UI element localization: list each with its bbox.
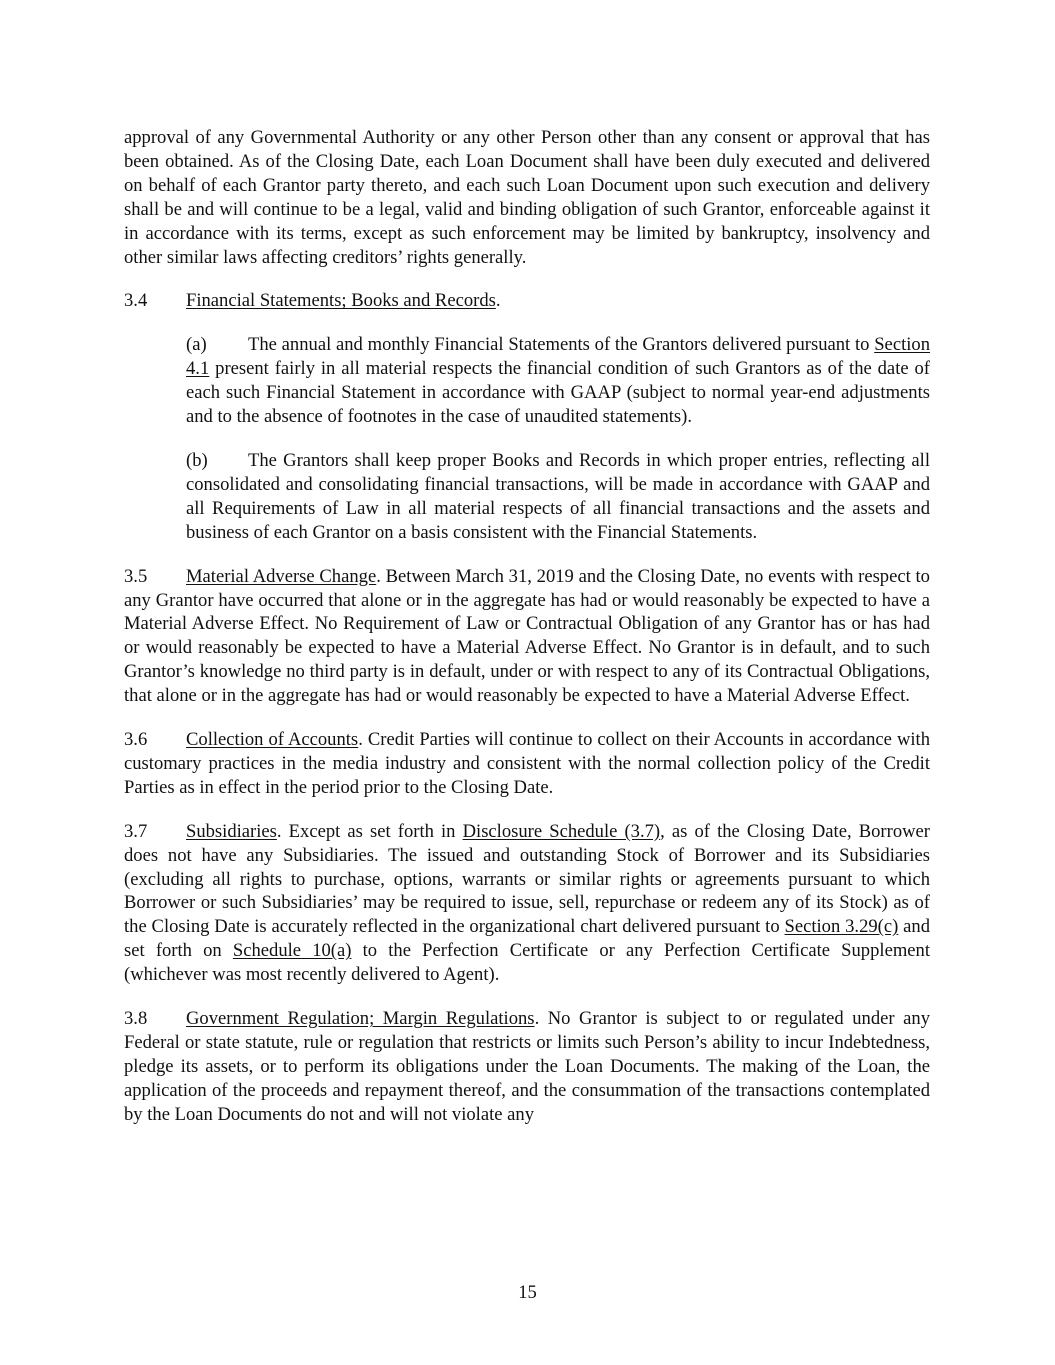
section-number: 3.7 xyxy=(124,820,148,842)
section-3-5: 3.5 Material Adverse Change. Between March 31, 2019 and the Closing Date, no events with respect to any Grantor have occurred that alone or in the aggregate has had or would reasonably be expected to have a Material Adverse Effect. No Requirement of Law or Contractual Obligation of any Grantor has or has had or would reasonably be expected to have a Material Adverse Effect. No Grantor is in default, and to such Grantor’s knowledge no third party is in default, under or with respect to any of its Contractual Obligations, that alone or in the aggregate has had or would reasonably be expected to have a Material Adverse Effect. xyxy=(124,565,930,707)
section-3-4-b: (b) The Grantors shall keep proper Books and Records in which proper entries, reflecting all consolidated and consolidating financial transactions, will be made in accordance with GAAP and all Requirements of Law in all material respects of all financial transactions and the assets and business of each Grantor on a basis consistent with the Financial Statements. xyxy=(186,449,930,543)
section-3-8: 3.8 Government Regulation; Margin Regulations. No Grantor is subject to or regulated under any Federal or state statute, rule or regulation that restricts or limits such Person’s ability to incur Indebtedness, pledge its assets, or to perform its obligations under the Loan Documents. The making of the Loan, the application of the proceeds and repayment thereof, and the consummation of the transactions contemplated by the Loan Documents do not and will not violate any xyxy=(124,1008,930,1125)
intro-text: approval of any Governmental Authority or any other Person other than any consent or approval that has been obtained. As of the Closing Date, each Loan Document shall have been duly executed and delivered on behalf of each Grantor party thereto, and each such Loan Document upon such execution and delivery shall be and will continue to be a legal, valid and binding obligation of such Grantor, enforceable against it in accordance with its terms, except as such enforcement may be limited by bankruptcy, insolvency and other similar laws affecting creditors’ rights generally. xyxy=(124,127,930,268)
section-number: 3.5 xyxy=(124,565,148,587)
section-title: Government Regulation; Margin Regulations xyxy=(186,1008,535,1030)
clause-label: (a) xyxy=(186,334,207,356)
document-page xyxy=(124,126,930,1127)
section-3-6: 3.6 Collection of Accounts. Credit Parties will continue to collect on their Accounts in accordance with customary practices in the media industry and consistent with the normal collection policy of the Credit Parties as in effect in the period prior to the Closing Date. xyxy=(124,729,931,798)
page-number: 15 xyxy=(518,1282,537,1303)
section-3-4-a: (a) The annual and monthly Financial Statements of the Grantors delivered pursuant to Section 4.1 present fairly in all material respects the financial condition of such Grantors as of the date of each such Financial Statement in accordance with GAAP (subject to normal year-end adjustments and to the absence of footnotes in the case of unaudited statements). xyxy=(186,334,930,428)
cross-reference: Schedule 10(a) xyxy=(232,940,352,962)
clause-label: (b) xyxy=(186,449,208,471)
section-title: Collection of Accounts xyxy=(186,729,359,751)
cross-reference: Section 4.1 xyxy=(186,334,930,380)
cross-reference: Disclosure Schedule (3.7) xyxy=(462,820,661,842)
section-number: 3.4 xyxy=(124,290,148,312)
section-number: 3.8 xyxy=(124,1008,148,1030)
section-title: Financial Statements; Books and Records xyxy=(186,290,496,312)
section-3-4-heading: 3.4 Financial Statements; Books and Records. xyxy=(124,290,501,312)
cross-reference: Section 3.29(c) xyxy=(784,916,899,938)
section-number: 3.6 xyxy=(124,729,148,751)
section-title: Material Adverse Change xyxy=(186,565,377,587)
section-title: Subsidiaries xyxy=(186,820,277,842)
section-3-7: 3.7 Subsidiaries. Except as set forth in Disclosure Schedule (3.7), as of the Closing Date, Borrower does not have any Subsidiaries. The issued and outstanding Stock of Borrower and its Subsidiaries (excluding all rights to purchase, options, warrants or similar rights or agreements pursuant to which Borrower or such Subsidiaries’ may be required to issue, sell, repurchase or redeem any of its Stock) as of the Closing Date is accurately reflected in the organizational chart delivered pursuant to Section 3.29(c) and set forth on Schedule 10(a) to the Perfection Certificate or any Perfection Certificate Supplement (whichever was most recently delivered to Agent). xyxy=(124,820,930,986)
intro-paragraph xyxy=(124,126,930,269)
